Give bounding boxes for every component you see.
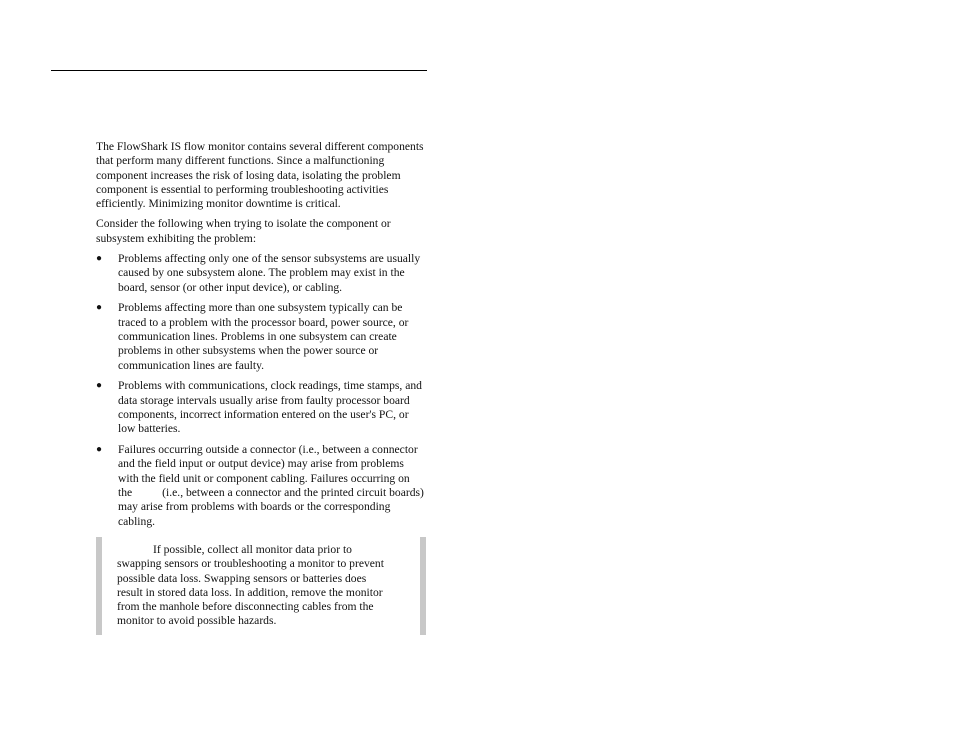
list-item (96, 301, 426, 372)
list-item (96, 379, 426, 436)
list-item (96, 252, 426, 295)
document-body (96, 140, 426, 635)
note-text: If possible, collect all monitor data prior to swapping sensors or troubleshooting a monitor to prevent possible data loss. Swapping sensors or batteries does result in stored data loss. In addition, remove the monitor from the manhole before disconnecting cables from the monitor to avoid possible hazards. (117, 542, 384, 628)
bullet-icon: ● (96, 444, 103, 456)
header-rule (51, 70, 427, 71)
note-box (96, 537, 426, 635)
list-item-text: Problems affecting more than one subsystem typically can be traced to a problem with the processor board, power source, or communication lines. Problems in one subsystem can create problems in other subsystems when the power source or communication lines are faulty. (118, 301, 409, 372)
list-item (96, 443, 426, 529)
bullet-icon: ● (96, 253, 103, 265)
list-item-text-part2: (i.e., between a connector and the printed circuit boards) may arise from problems with boards or the corresponding cabling. (118, 486, 424, 528)
troubleshooting-list (96, 252, 426, 529)
bullet-icon: ● (96, 380, 103, 392)
list-item-text: Problems with communications, clock readings, time stamps, and data storage intervals usually arise from faulty processor board components, incorrect information entered on the user's PC, or low batteries. (118, 379, 422, 436)
intro-paragraph: The FlowShark IS flow monitor contains several different components that perform many different functions. Since a malfunctioning component increases the risk of losing data, isolating the problem component is essential to performing troubleshooting activities efficiently. Minimizing monitor downtime is critical. (96, 140, 424, 211)
consider-paragraph: Consider the following when trying to isolate the component or subsystem exhibiting the problem: (96, 217, 391, 245)
list-item-text-part1: Failures occurring outside a connector (i.e., between a connector and the field input or output device) may arise from problems with the field unit or component cabling. Failures occurring on the (118, 443, 418, 500)
list-item-text: Problems affecting only one of the sensor subsystems are usually caused by one subsystem alone. The problem may exist in the board, sensor (or other input device), or cabling. (118, 252, 421, 294)
bullet-icon: ● (96, 302, 103, 314)
